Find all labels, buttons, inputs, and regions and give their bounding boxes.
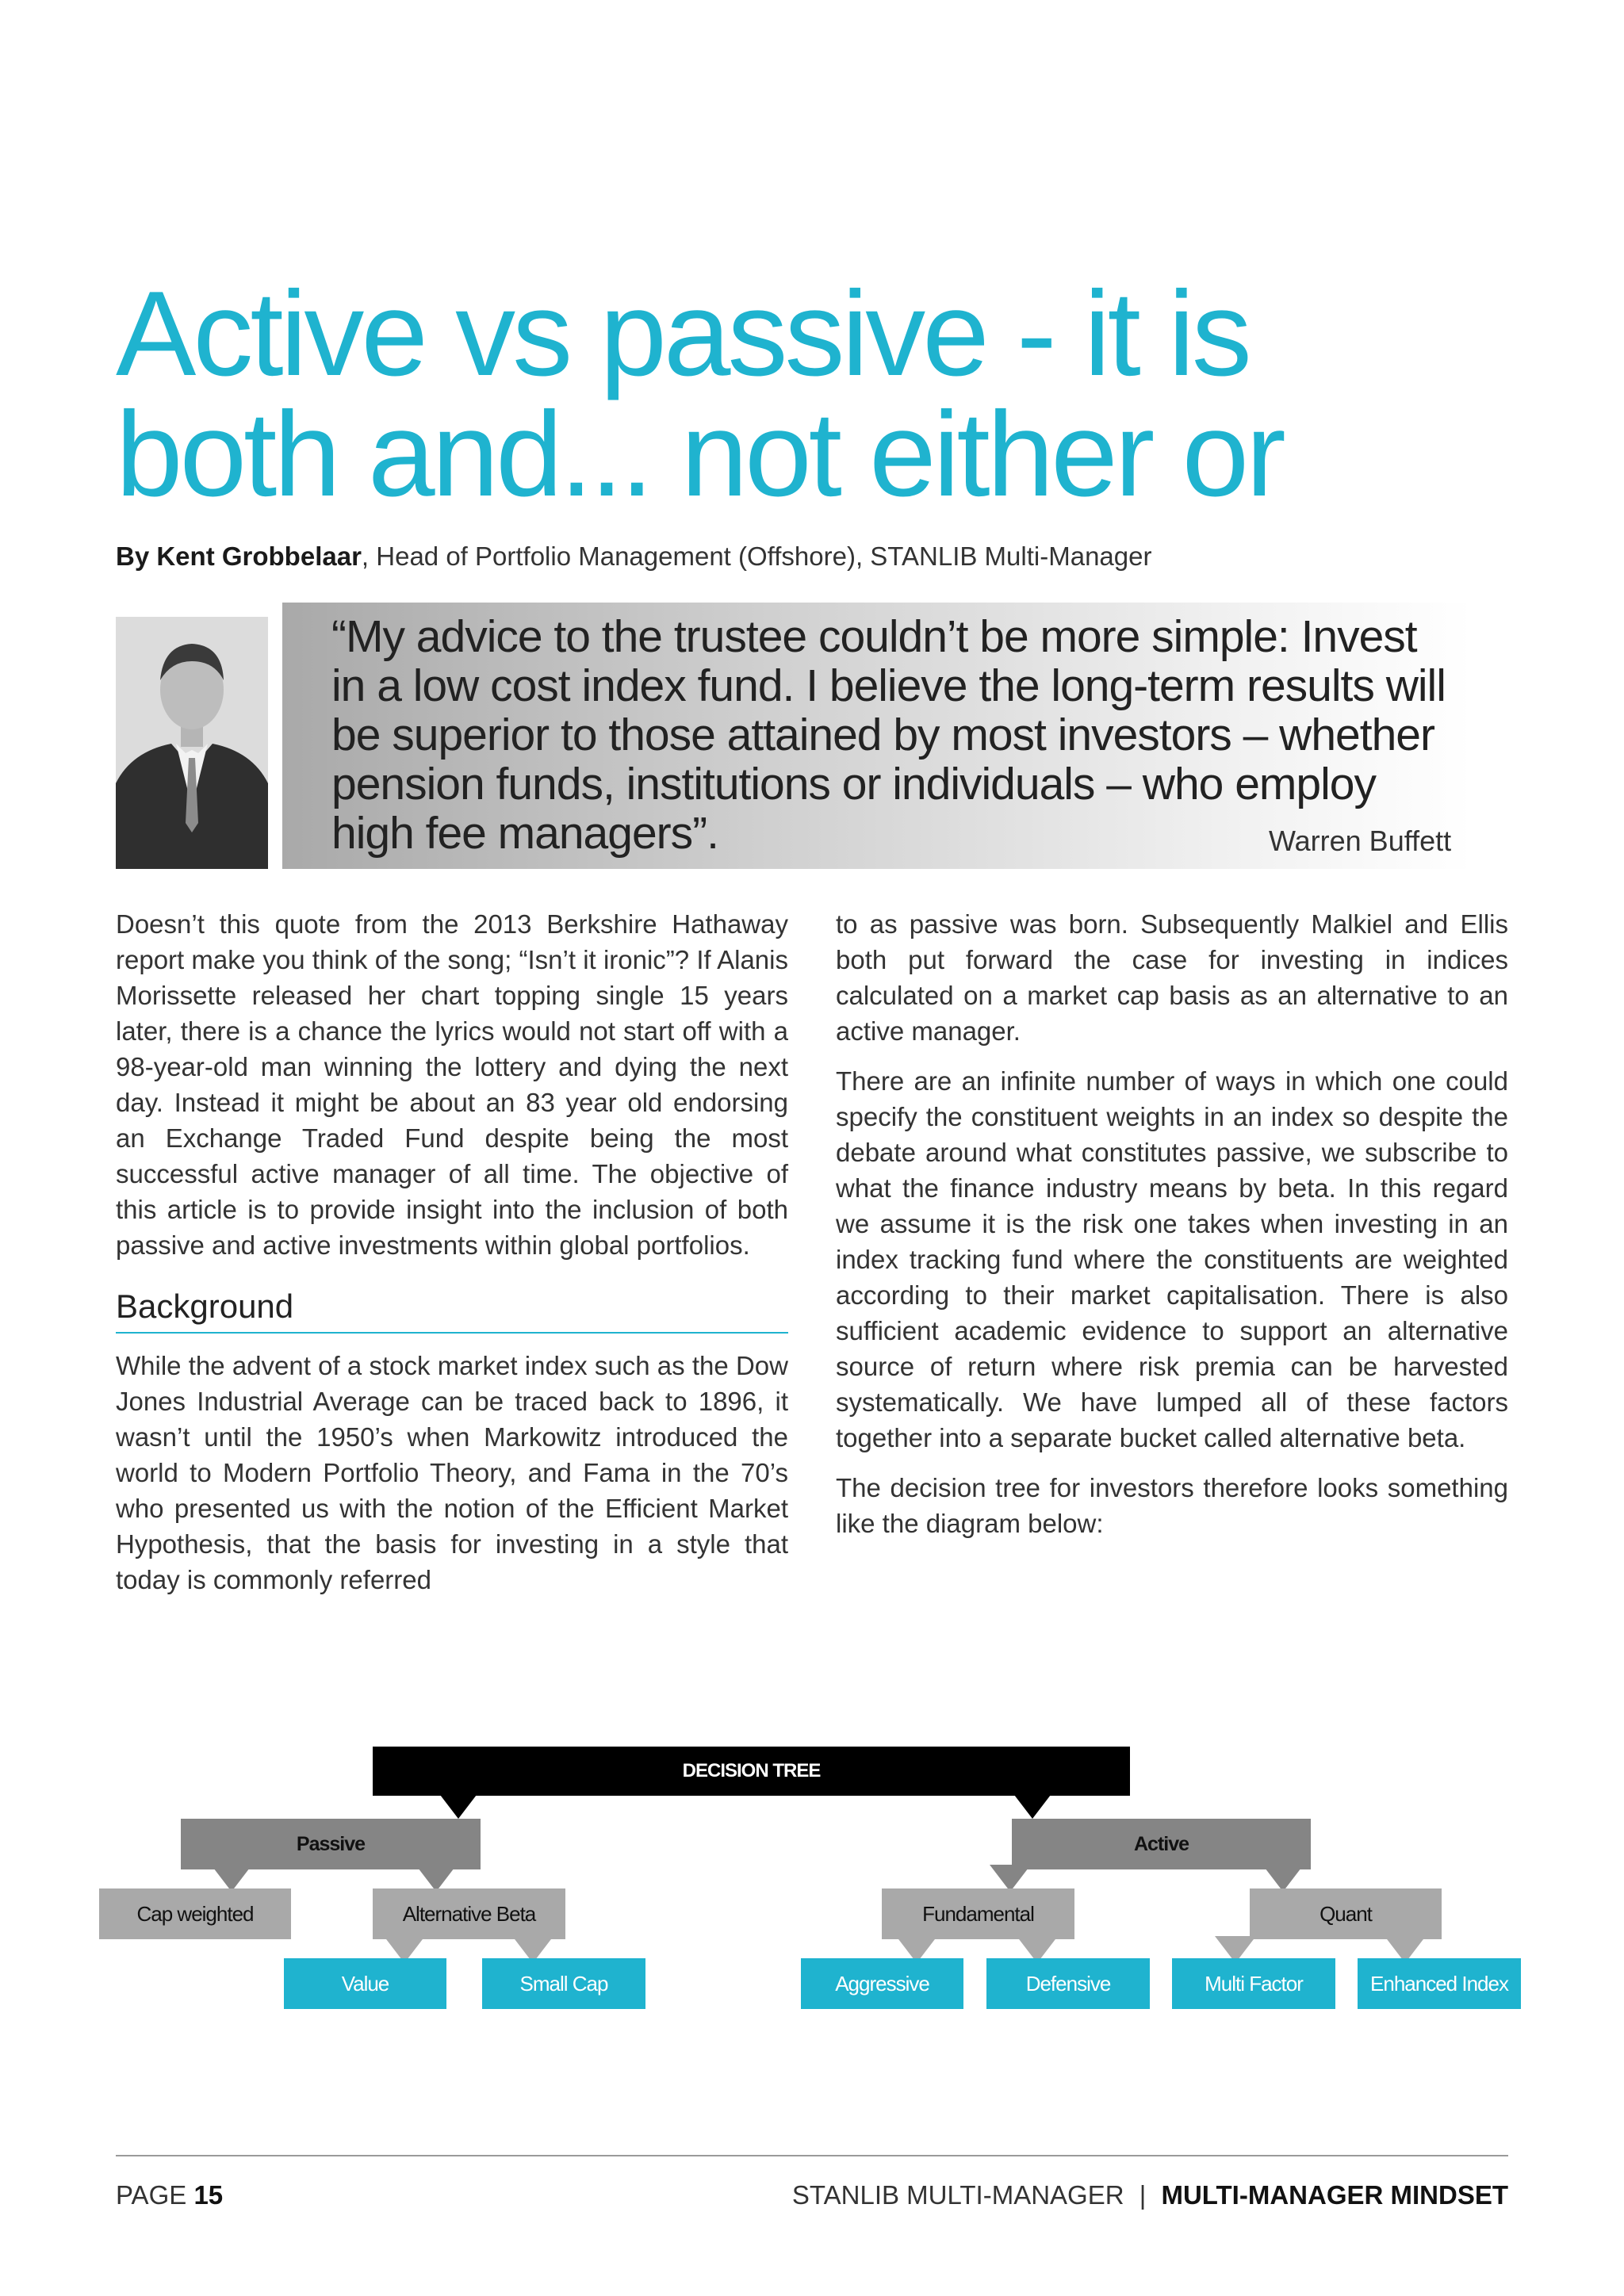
tree-node-quant: Quant bbox=[1250, 1888, 1442, 1939]
tree-node-cap-weighted: Cap weighted bbox=[99, 1888, 291, 1939]
connector-arrow bbox=[438, 1792, 479, 1819]
tree-node-fundamental: Fundamental bbox=[882, 1888, 1074, 1939]
tree-node-alternative-beta: Alternative Beta bbox=[373, 1888, 565, 1939]
paragraph: to as passive was born. Subsequently Malkiel and Ellis both put forward the case for investing in indices calculated on a market cap basis as an alternative to an active manager. bbox=[836, 909, 1508, 1046]
byline-author: By Kent Grobbelaar bbox=[116, 541, 362, 571]
tree-root: DECISION TREE bbox=[373, 1747, 1130, 1796]
tree-leaf-enhanced-index: Enhanced Index bbox=[1358, 1958, 1521, 2009]
byline-role: , Head of Portfolio Management (Offshore), STANLIB Multi-Manager bbox=[361, 541, 1152, 571]
footer-org: STANLIB MULTI-MANAGER bbox=[791, 2180, 1124, 2210]
tree-leaf-defensive: Defensive bbox=[986, 1958, 1150, 2009]
quote-line: high fee managers”. bbox=[331, 808, 718, 859]
quote-author: Warren Buffett bbox=[1269, 825, 1452, 857]
title-line-1: Active vs passive - it is bbox=[116, 266, 1249, 401]
tree-node-passive: Passive bbox=[181, 1819, 481, 1869]
quote-line: be superior to those attained by most investors – whether bbox=[331, 710, 1434, 760]
footer-divider bbox=[116, 2155, 1508, 2156]
tree-leaf-small-cap: Small Cap bbox=[482, 1958, 645, 2009]
tree-leaf-value: Value bbox=[284, 1958, 446, 2009]
tree-leaf-aggressive: Aggressive bbox=[801, 1958, 963, 2009]
tree-node-active: Active bbox=[1012, 1819, 1311, 1869]
paragraph: There are an infinite number of ways in which one could specify the constituent weights in an index so despite the debate around what constitutes passive, we subscribe to what the finance industry means by beta. In this regard we assume it is the risk one takes when investing in an index tracking fund where the constituents are weighted according to their market capitalisation. There is also sufficient academic evidence to support an alternative source of return where risk premia can be harvested systematically. We have lumped all of these factors together into a separate bucket called alternative beta. bbox=[836, 1066, 1508, 1452]
footer-publication bbox=[769, 2180, 1508, 2210]
paragraph: The decision tree for investors therefore looks something like the diagram below: bbox=[836, 1473, 1508, 1538]
quote-line: “My advice to the trustee couldn’t be more simple: Invest bbox=[331, 611, 1417, 662]
quote-line: pension funds, institutions or individuals – who employ bbox=[331, 759, 1376, 809]
page-number bbox=[116, 2180, 223, 2210]
footer-pub-name: MULTI-MANAGER MINDSET bbox=[1161, 2180, 1508, 2210]
page-word: PAGE bbox=[116, 2180, 187, 2210]
paragraph: While the advent of a stock market index such as the Dow Jones Industrial Average can be traced back to 1896, it wasn’t until the 1950’s when Markowitz introduced the world to Modern Portfolio Theory, and Fama in the 70’s who presented us with the notion of the Efficient Market Hypothesis, that the basis for investing in a style that today is commonly referred bbox=[116, 1351, 788, 1594]
connector-arrow bbox=[1012, 1792, 1053, 1819]
section-heading-background: Background bbox=[116, 1288, 788, 1334]
page-num: 15 bbox=[193, 2180, 224, 2210]
tree-leaf-multi-factor: Multi Factor bbox=[1172, 1958, 1335, 2009]
footer-separator: | bbox=[1139, 2180, 1147, 2210]
quote-line: in a low cost index fund. I believe the long-term results will bbox=[331, 660, 1446, 711]
paragraph: Doesn’t this quote from the 2013 Berkshire Hathaway report make you think of the song; “Isn’t it ironic”? If Alanis Morissette released her chart topping single 15 years later, there is a chance the lyrics would not start off with a 98-year-old man winning the lottery and dying the next day. Instead it might be about an 83 year old endorsing an Exchange Traded Fund despite being the most successful active manager of all time. The objective of this article is to provide insight into the inclusion of both passive and active investments within global portfolios. bbox=[116, 909, 788, 1260]
title-line-2: both and... not either or bbox=[116, 387, 1283, 522]
